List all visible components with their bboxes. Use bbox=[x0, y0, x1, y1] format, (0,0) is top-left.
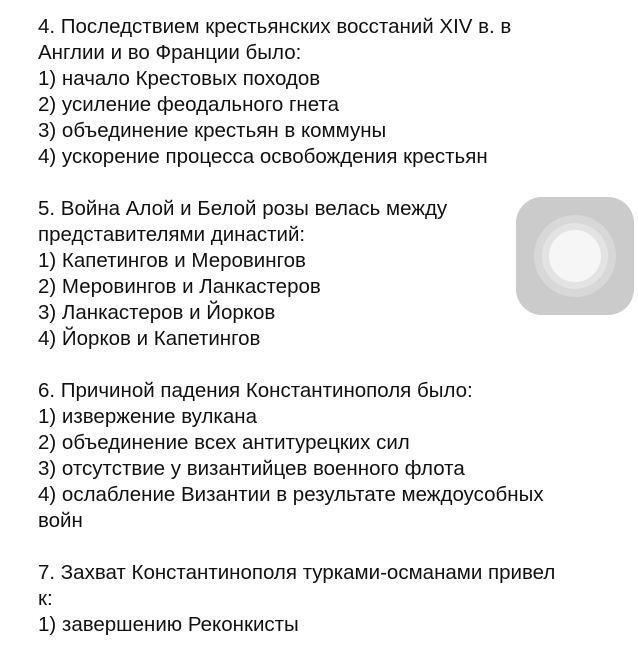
question-5-option-3: 3) Ланкастеров и Йорков bbox=[38, 301, 276, 324]
question-4-option-4: 4) ускорение процесса освобождения крестьян bbox=[38, 145, 488, 168]
question-7-stem-line-1: 7. Захват Константинополя турками-османами привел bbox=[38, 561, 556, 584]
question-7 bbox=[38, 560, 608, 638]
question-6-option-4-line-2: войн bbox=[38, 509, 83, 532]
question-4 bbox=[38, 14, 608, 170]
question-5-stem-line-1: 5. Война Алой и Белой розы велась между bbox=[38, 197, 448, 220]
question-4-stem-line-1: 4. Последствием крестьянских восстаний XIV в. в bbox=[38, 15, 512, 38]
question-4-option-3: 3) объединение крестьян в коммуны bbox=[38, 119, 387, 142]
question-6-option-3: 3) отсутствие у византийцев военного флота bbox=[38, 457, 465, 480]
assistive-touch-core bbox=[549, 230, 601, 282]
quiz-document bbox=[38, 14, 608, 664]
question-5-option-4: 4) Йорков и Капетингов bbox=[38, 327, 261, 350]
assistive-touch-icon bbox=[534, 215, 616, 297]
question-4-option-1: 1) начало Крестовых походов bbox=[38, 67, 321, 90]
question-6-option-1: 1) извержение вулкана bbox=[38, 405, 257, 428]
question-5-option-1: 1) Капетингов и Меровингов bbox=[38, 249, 306, 272]
question-6 bbox=[38, 378, 608, 534]
question-5-option-2: 2) Меровингов и Ланкастеров bbox=[38, 275, 321, 298]
question-4-option-2: 2) усиление феодального гнета bbox=[38, 93, 340, 116]
question-6-option-2: 2) объединение всех антитурецких сил bbox=[38, 431, 410, 454]
question-7-stem-line-2: к: bbox=[38, 587, 53, 610]
question-7-option-1: 1) завершению Реконкисты bbox=[38, 613, 299, 636]
question-4-stem-line-2: Англии и во Франции было: bbox=[38, 41, 302, 64]
question-5-stem-line-2: представителями династий: bbox=[38, 223, 306, 246]
question-6-option-4-line-1: 4) ослабление Византии в результате междоусобных bbox=[38, 483, 544, 506]
assistive-touch-button[interactable] bbox=[516, 197, 634, 315]
question-6-stem-line-1: 6. Причиной падения Константинополя было: bbox=[38, 379, 473, 402]
assistive-touch-ring bbox=[542, 223, 608, 289]
